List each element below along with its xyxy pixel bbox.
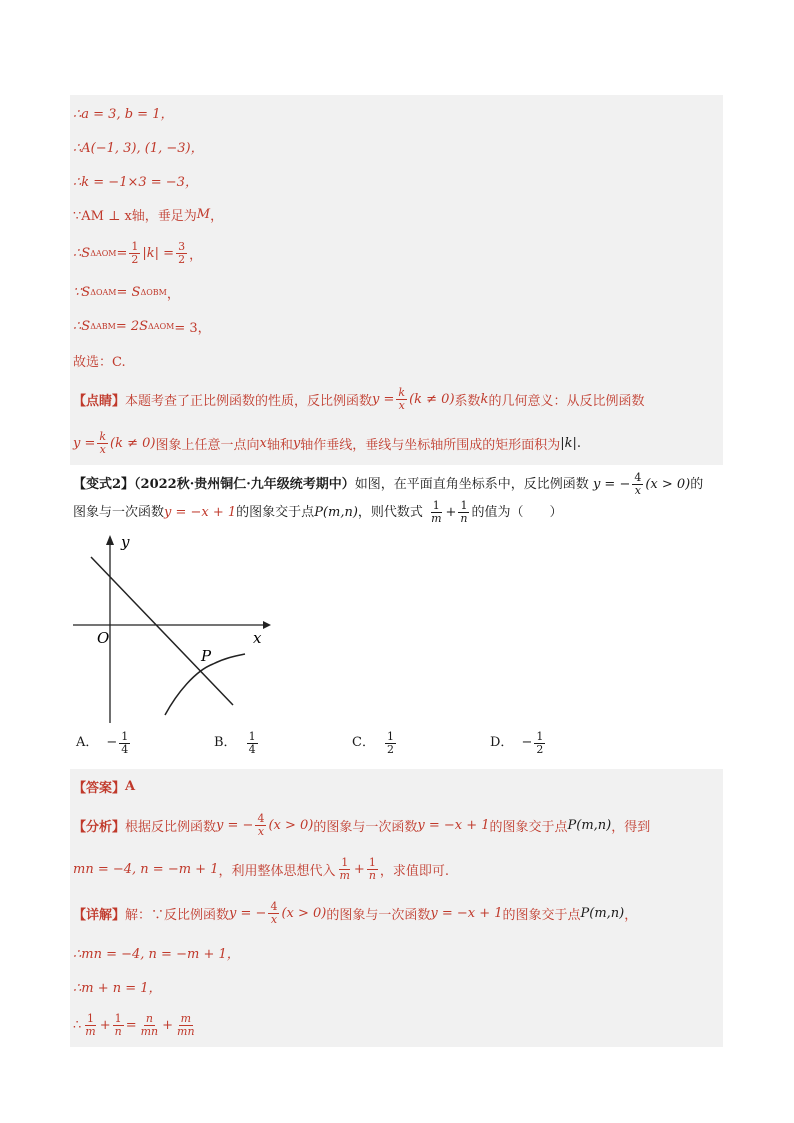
numerator: k [398, 385, 406, 399]
formula: y [292, 435, 301, 451]
fraction [119, 731, 130, 756]
analysis-tag: 【分析】 [73, 819, 126, 835]
fraction [429, 500, 443, 525]
denominator: n [460, 512, 468, 525]
denominator: 2 [536, 742, 544, 756]
solution-text: |k| = [142, 245, 175, 261]
formula: y = −x + 1 [164, 505, 237, 520]
analysis-text: 的图象与一次函数 [313, 819, 418, 835]
numerator: 1 [121, 729, 129, 743]
question-text: 图象与一次函数 [73, 505, 165, 520]
formula: P(m,n) [567, 817, 612, 833]
denominator: x [270, 912, 278, 926]
formula: y = − [592, 477, 631, 492]
numerator: 1 [386, 729, 394, 743]
denominator: 2 [386, 742, 394, 756]
option-sign: − [521, 735, 533, 750]
option-label: A． [76, 735, 99, 750]
fraction [97, 431, 108, 456]
answer-tag: 【答案】 [73, 780, 126, 796]
fraction [83, 1013, 97, 1038]
fraction [113, 1013, 124, 1038]
question-text: 如图，在平面直角坐标系中，反比例函数 [354, 477, 589, 492]
formula: ∴m + n = 1， [73, 980, 162, 996]
analysis-line-1 [70, 803, 723, 847]
detail-line-4 [70, 1003, 723, 1047]
solution-line [70, 197, 723, 231]
numerator: 1 [432, 499, 440, 512]
operator: + [162, 1017, 174, 1033]
comment-line-2 [70, 421, 723, 465]
solution-text: ∴k = −1×3 = −3， [73, 174, 198, 190]
comment-line-1 [70, 377, 723, 421]
denominator: 2 [131, 252, 139, 266]
numerator: k [99, 429, 107, 443]
denominator: mn [177, 1024, 195, 1038]
denominator: x [99, 442, 106, 456]
numerator: 1 [341, 855, 349, 869]
detail-text: 的图象交于点 [502, 907, 581, 923]
formula: mn = −4, n = −m + 1 [73, 861, 219, 877]
formula: |k| [560, 435, 577, 451]
denominator: x [257, 824, 265, 838]
fraction [255, 813, 266, 838]
detail-tag: 【详解】 [73, 907, 126, 923]
formula: x [259, 435, 267, 451]
numerator: 4 [270, 899, 278, 913]
fraction [176, 241, 187, 266]
subscript: ΔAOM [148, 321, 175, 331]
analysis-text: ，求值即可. [379, 863, 450, 879]
solution-text: = 3， [174, 320, 211, 336]
fraction [367, 857, 378, 882]
comment-text: 系数 [454, 393, 481, 409]
fraction [337, 857, 351, 882]
detail-line-3 [70, 969, 723, 1003]
page-content [70, 95, 723, 1047]
formula: (x > 0) [645, 477, 691, 492]
solution-line [70, 231, 723, 275]
fraction [632, 472, 643, 497]
comment-text: 图象上任意一点向 [155, 437, 260, 453]
solution-line [70, 343, 723, 377]
analysis-text: 的图象交于点 [489, 819, 568, 835]
question-tag: 【变式2】 [73, 477, 135, 492]
solution-text: ∵AM ⊥ x轴，垂足为 [73, 208, 197, 224]
formula: y = − [216, 817, 254, 833]
operator: + [99, 1017, 111, 1033]
solution-continuation [70, 95, 723, 465]
subscript: ΔOBM [140, 287, 167, 297]
analysis-line-2 [70, 847, 723, 891]
answer-section [70, 769, 723, 1047]
solution-text: ， [166, 286, 180, 302]
formula: P(m,n) [314, 505, 358, 520]
x-axis-label: x [253, 629, 262, 647]
option-a[interactable] [76, 729, 214, 757]
denominator: n [114, 1024, 122, 1038]
option-d[interactable] [490, 729, 628, 757]
option-b[interactable] [214, 729, 352, 757]
y-axis-arrow [106, 535, 114, 545]
fraction [385, 731, 396, 756]
point-p-label: P [201, 647, 212, 665]
comment-text: . [576, 435, 582, 451]
solution-text: ∴S [73, 245, 91, 261]
option-label: C． [352, 735, 375, 750]
formula: y = − [229, 905, 267, 921]
denominator: m [339, 868, 350, 882]
formula: y = [73, 435, 96, 451]
solution-line [70, 275, 723, 309]
formula: P(m,n) [580, 905, 625, 921]
denominator: x [634, 484, 641, 497]
numerator: m [180, 1011, 192, 1025]
numerator: 3 [178, 239, 186, 253]
formula: (x > 0) [268, 817, 314, 833]
denominator: 2 [178, 252, 186, 266]
formula: y = −x + 1 [417, 817, 490, 833]
detail-text: ， [624, 907, 638, 923]
question-line-2 [73, 499, 720, 527]
subscript: ΔABM [90, 321, 116, 331]
question-source: （2022秋·贵州铜仁·九年级统考期中） [134, 477, 355, 492]
fraction [458, 500, 469, 525]
option-label: D． [490, 735, 514, 750]
numerator: 4 [634, 471, 642, 484]
solution-text: ∴S [73, 318, 91, 334]
operator: = [125, 1017, 137, 1033]
solution-text: = S [116, 284, 141, 300]
denominator: n [368, 868, 376, 882]
comment-text: 本题考查了正比例函数的性质，反比例函数 [125, 393, 373, 409]
solution-line [70, 309, 723, 343]
solution-text: ， [210, 208, 224, 224]
detail-line-1 [70, 891, 723, 935]
formula: ∴mn = −4, n = −m + 1， [73, 946, 240, 962]
question-text: ，则代数式 [357, 505, 423, 520]
numerator: 1 [460, 499, 468, 512]
detail-text: ∴ [73, 1017, 82, 1033]
question-text: 的 [690, 477, 704, 492]
fraction [534, 731, 545, 756]
denominator: x [398, 398, 405, 412]
fraction [139, 1013, 161, 1038]
comment-text: 轴作垂线，垂线与坐标轴所围成的矩形面积为 [300, 437, 561, 453]
solution-line [70, 163, 723, 197]
question-line-1 [73, 471, 720, 499]
operator: + [353, 861, 365, 877]
denominator: m [85, 1024, 96, 1038]
numerator: 1 [536, 729, 544, 743]
question-text: 的图象交于点 [236, 505, 315, 520]
solution-text: = [116, 245, 128, 261]
numerator: 1 [87, 1011, 94, 1025]
final-choice: 故选：C. [73, 354, 126, 370]
analysis-text: 根据反比例函数 [125, 819, 217, 835]
answer-value: A [125, 778, 136, 794]
fraction [247, 731, 258, 756]
formula: k [480, 391, 489, 407]
question-text: 的值为（ ） [471, 505, 563, 520]
fraction [129, 241, 140, 266]
analysis-text: ，利用整体思想代入 [218, 863, 336, 879]
fraction [396, 387, 407, 412]
question-block [70, 465, 723, 767]
formula: (k ≠ 0) [110, 435, 156, 451]
option-c[interactable] [352, 729, 490, 757]
answer-line [70, 769, 723, 803]
formula: (x > 0) [281, 905, 327, 921]
denominator: 4 [248, 742, 256, 756]
fraction [268, 901, 279, 926]
formula: (k ≠ 0) [409, 391, 455, 407]
solution-text: ∵S [73, 284, 91, 300]
solution-text: ∴A(−1, 3), (1, −3)， [73, 140, 204, 156]
numerator: 1 [131, 239, 139, 253]
numerator: 1 [114, 1011, 122, 1025]
solution-text: = 2S [115, 318, 149, 334]
origin-label: O [97, 629, 110, 647]
numerator: 1 [368, 855, 376, 869]
operator: + [445, 505, 457, 520]
y-axis-label: y [121, 533, 130, 551]
numerator: 4 [257, 811, 265, 825]
comment-text: 的几何意义：从反比例函数 [488, 393, 645, 409]
function-graph [73, 533, 720, 723]
denominator: 4 [121, 742, 129, 756]
denominator: m [431, 512, 442, 525]
solution-text: ， [189, 247, 203, 263]
numerator: n [145, 1011, 153, 1025]
detail-text: 的图象与一次函数 [326, 907, 431, 923]
subscript: ΔAOM [90, 248, 117, 258]
numerator: 1 [248, 729, 256, 743]
fraction [175, 1013, 197, 1038]
answer-options [73, 723, 720, 763]
solution-text: ∴a = 3, b = 1， [73, 106, 174, 122]
formula: y = −x + 1 [430, 905, 503, 921]
linear-function-line [91, 557, 233, 705]
comment-tag: 【点睛】 [73, 393, 126, 409]
subscript: ΔOAM [90, 287, 117, 297]
formula: y = [372, 391, 395, 407]
option-label: B． [214, 735, 237, 750]
solution-line [70, 95, 723, 129]
solution-line [70, 129, 723, 163]
comment-text: 轴和 [266, 437, 293, 453]
analysis-text: ，得到 [611, 819, 651, 835]
graph-svg [73, 533, 273, 723]
denominator: mn [140, 1024, 159, 1038]
solution-text: M [196, 206, 211, 222]
detail-text: 解：∵反比例函数 [125, 907, 230, 923]
option-sign: − [106, 735, 118, 750]
x-axis-arrow [263, 621, 271, 629]
detail-line-2 [70, 935, 723, 969]
